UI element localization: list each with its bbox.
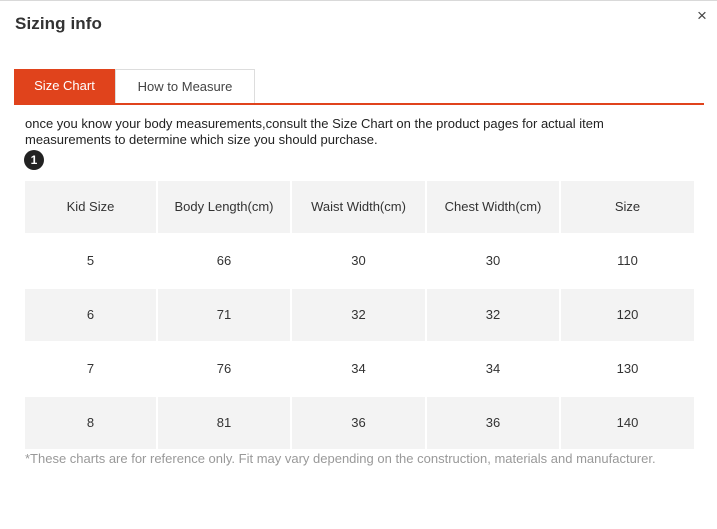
- table-cell: 34: [485, 361, 501, 376]
- table-cell: 34: [351, 361, 366, 376]
- table-cell: 32: [427, 289, 559, 341]
- step-badge: 1: [24, 150, 44, 170]
- table-cell: 30: [485, 253, 501, 268]
- table-header-row: [25, 181, 694, 235]
- table-cell: 36: [292, 397, 425, 449]
- table-header-cell: Waist Width(cm): [292, 181, 425, 233]
- table-cell: 36: [427, 397, 559, 449]
- table-cell: 30: [351, 253, 366, 268]
- table-cell: 120: [561, 289, 694, 341]
- table-cell: 81: [158, 397, 290, 449]
- table-cell: 76: [216, 361, 232, 376]
- size-chart-description: once you know your body measurements,consult the Size Chart on the product pages for actual item measurements to determine which size you should purchase.: [25, 116, 604, 147]
- tab-size-chart[interactable]: Size Chart: [14, 69, 115, 103]
- reference-footnote: *These charts are for reference only. Fit may vary depending on the construction, materials and manufacturer.: [25, 451, 656, 466]
- close-icon[interactable]: ×: [697, 6, 707, 25]
- table-row: [25, 343, 694, 397]
- table-cell: 8: [25, 397, 156, 449]
- tab-how-to-measure[interactable]: How to Measure: [115, 69, 255, 103]
- table-cell: 7: [86, 361, 95, 376]
- table-cell: 66: [216, 253, 232, 268]
- table-row: [25, 235, 694, 289]
- table-header-cell: Size: [561, 181, 694, 233]
- table-cell: 71: [158, 289, 290, 341]
- table-cell: 130: [616, 361, 639, 376]
- table-cell: 32: [292, 289, 425, 341]
- size-table: [25, 181, 694, 451]
- table-header-cell: Body Length(cm): [158, 181, 290, 233]
- table-cell: 6: [25, 289, 156, 341]
- modal-title: Sizing info: [15, 14, 103, 33]
- table-cell: 140: [561, 397, 694, 449]
- table-header-cell: Kid Size: [25, 181, 156, 233]
- table-cell: 5: [86, 253, 95, 268]
- tab-bar: [14, 69, 704, 105]
- table-header-cell: Chest Width(cm): [427, 181, 559, 233]
- table-row: [25, 397, 694, 451]
- table-row: [25, 289, 694, 343]
- table-cell: 110: [617, 253, 638, 268]
